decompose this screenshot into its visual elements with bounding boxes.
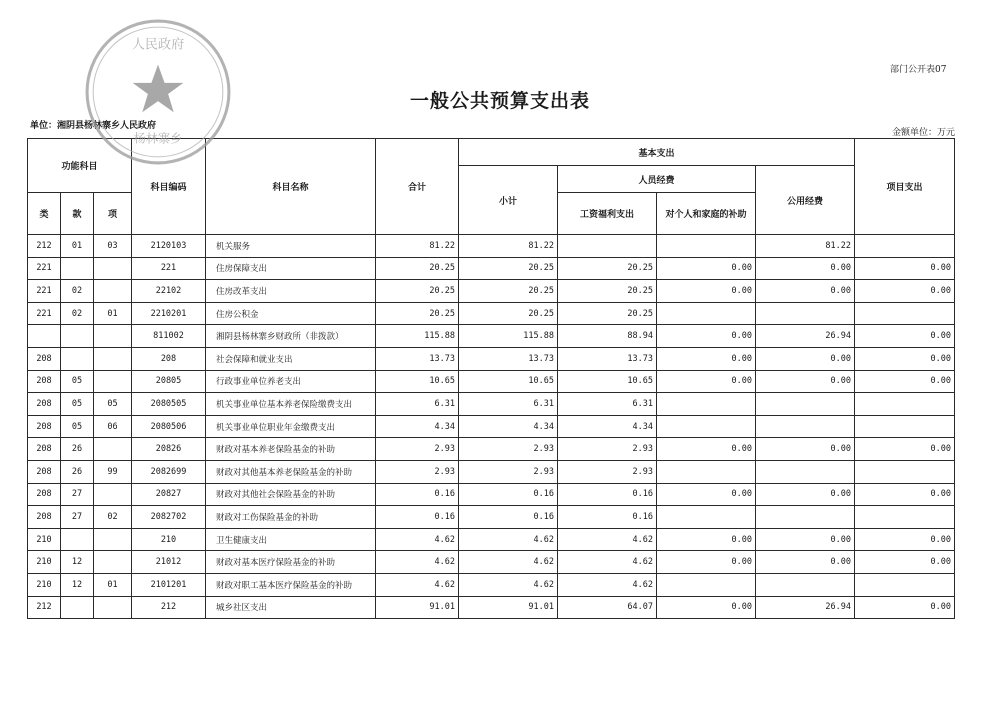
cell-total: 13.73 (376, 347, 459, 370)
cell-code: 2101201 (132, 573, 206, 596)
svg-text:杨林寨乡: 杨林寨乡 (133, 131, 183, 146)
cell-total: 4.62 (376, 573, 459, 596)
cell-lei: 221 (28, 302, 61, 325)
cell-subsidy (657, 506, 756, 529)
cell-code: 2082702 (132, 506, 206, 529)
cell-lei: 208 (28, 438, 61, 461)
cell-kuan: 05 (61, 415, 94, 438)
cell-xiang: 01 (94, 302, 132, 325)
cell-code: 2080505 (132, 393, 206, 416)
cell-name: 卫生健康支出 (206, 528, 376, 551)
cell-public: 0.00 (756, 551, 855, 574)
cell-total: 115.88 (376, 325, 459, 348)
cell-public: 0.00 (756, 347, 855, 370)
cell-kuan: 26 (61, 460, 94, 483)
cell-wages: 88.94 (558, 325, 657, 348)
unit-label: 单位：湘阴县杨林寨乡人民政府 (30, 121, 157, 131)
cell-total: 2.93 (376, 460, 459, 483)
cell-subtotal: 13.73 (459, 347, 558, 370)
cell-wages: 6.31 (558, 393, 657, 416)
cell-name: 城乡社区支出 (206, 596, 376, 619)
table-row (28, 551, 955, 574)
cell-wages: 2.93 (558, 438, 657, 461)
cell-code: 2120103 (132, 235, 206, 258)
cell-wages: 64.07 (558, 596, 657, 619)
cell-code: 208 (132, 347, 206, 370)
table-row (28, 460, 955, 483)
header-func-subject: 功能科目 (28, 139, 132, 193)
cell-subsidy: 0.00 (657, 483, 756, 506)
header-wages: 工资福利支出 (558, 193, 657, 235)
cell-wages: 20.25 (558, 280, 657, 303)
cell-total: 20.25 (376, 257, 459, 280)
cell-lei: 208 (28, 483, 61, 506)
table-row (28, 573, 955, 596)
cell-name: 湘阴县杨林寨乡财政所（非拨款） (206, 325, 376, 348)
table-row (28, 370, 955, 393)
cell-name: 机关事业单位基本养老保险缴费支出 (206, 393, 376, 416)
cell-wages: 4.34 (558, 415, 657, 438)
cell-lei (28, 325, 61, 348)
cell-subtotal: 91.01 (459, 596, 558, 619)
cell-project: 0.00 (855, 257, 955, 280)
cell-name: 住房保障支出 (206, 257, 376, 280)
cell-subtotal: 4.62 (459, 528, 558, 551)
cell-code: 221 (132, 257, 206, 280)
cell-project: 0.00 (855, 528, 955, 551)
cell-xiang: 05 (94, 393, 132, 416)
cell-public: 0.00 (756, 483, 855, 506)
cell-total: 4.34 (376, 415, 459, 438)
cell-code: 210 (132, 528, 206, 551)
cell-wages: 0.16 (558, 506, 657, 529)
header-project: 项目支出 (855, 139, 955, 235)
cell-wages: 2.93 (558, 460, 657, 483)
cell-subsidy: 0.00 (657, 325, 756, 348)
cell-subsidy: 0.00 (657, 596, 756, 619)
amount-unit: 金额单位：万元 (892, 128, 956, 138)
cell-kuan: 27 (61, 483, 94, 506)
cell-subtotal: 20.25 (459, 302, 558, 325)
cell-xiang (94, 551, 132, 574)
header-code: 科目编码 (132, 139, 206, 235)
table-row (28, 325, 955, 348)
cell-project (855, 460, 955, 483)
cell-kuan: 05 (61, 370, 94, 393)
cell-name: 财政对其他基本养老保险基金的补助 (206, 460, 376, 483)
cell-subtotal: 81.22 (459, 235, 558, 258)
cell-subtotal: 2.93 (459, 438, 558, 461)
cell-project: 0.00 (855, 596, 955, 619)
cell-xiang (94, 257, 132, 280)
cell-subtotal: 20.25 (459, 280, 558, 303)
cell-kuan (61, 325, 94, 348)
form-number: 部门公开表07 (890, 65, 947, 75)
cell-name: 财政对职工基本医疗保险基金的补助 (206, 573, 376, 596)
cell-name: 住房公积金 (206, 302, 376, 325)
cell-project: 0.00 (855, 347, 955, 370)
cell-subtotal: 2.93 (459, 460, 558, 483)
cell-xiang (94, 528, 132, 551)
cell-name: 财政对基本医疗保险基金的补助 (206, 551, 376, 574)
cell-wages: 0.16 (558, 483, 657, 506)
table-row (28, 393, 955, 416)
cell-lei: 208 (28, 460, 61, 483)
cell-xiang (94, 438, 132, 461)
cell-lei: 212 (28, 235, 61, 258)
cell-total: 20.25 (376, 280, 459, 303)
cell-name: 财政对其他社会保险基金的补助 (206, 483, 376, 506)
table-row (28, 347, 955, 370)
cell-project: 0.00 (855, 325, 955, 348)
cell-kuan: 01 (61, 235, 94, 258)
official-seal (82, 16, 234, 168)
cell-kuan: 26 (61, 438, 94, 461)
cell-code: 2210201 (132, 302, 206, 325)
table-row (28, 235, 955, 258)
cell-public (756, 506, 855, 529)
cell-public (756, 415, 855, 438)
cell-subsidy: 0.00 (657, 438, 756, 461)
header-public: 公用经费 (756, 166, 855, 235)
cell-subsidy: 0.00 (657, 551, 756, 574)
cell-xiang (94, 280, 132, 303)
cell-wages: 20.25 (558, 302, 657, 325)
cell-wages: 4.62 (558, 573, 657, 596)
header-kuan: 款 (61, 193, 94, 235)
cell-subtotal: 10.65 (459, 370, 558, 393)
cell-wages: 20.25 (558, 257, 657, 280)
cell-code: 21012 (132, 551, 206, 574)
table-row (28, 506, 955, 529)
header-name: 科目名称 (206, 139, 376, 235)
table-row (28, 302, 955, 325)
cell-xiang: 06 (94, 415, 132, 438)
cell-public: 0.00 (756, 370, 855, 393)
cell-kuan: 02 (61, 302, 94, 325)
cell-wages: 4.62 (558, 528, 657, 551)
cell-code: 22102 (132, 280, 206, 303)
cell-subtotal: 0.16 (459, 483, 558, 506)
cell-project: 0.00 (855, 483, 955, 506)
cell-project: 0.00 (855, 280, 955, 303)
cell-kuan (61, 596, 94, 619)
table-row (28, 483, 955, 506)
cell-lei: 208 (28, 393, 61, 416)
cell-total: 20.25 (376, 302, 459, 325)
cell-subtotal: 4.34 (459, 415, 558, 438)
cell-subtotal: 6.31 (459, 393, 558, 416)
cell-code: 2080506 (132, 415, 206, 438)
header-subsidy: 对个人和家庭的补助 (657, 193, 756, 235)
cell-code: 2082699 (132, 460, 206, 483)
cell-total: 0.16 (376, 506, 459, 529)
cell-public: 0.00 (756, 257, 855, 280)
cell-public: 0.00 (756, 438, 855, 461)
cell-kuan: 12 (61, 573, 94, 596)
header-subtotal: 小计 (459, 166, 558, 235)
table-row (28, 596, 955, 619)
cell-project: 0.00 (855, 370, 955, 393)
cell-lei: 210 (28, 551, 61, 574)
cell-public (756, 302, 855, 325)
cell-total: 10.65 (376, 370, 459, 393)
header-personnel: 人员经费 (558, 166, 756, 193)
cell-lei: 210 (28, 528, 61, 551)
cell-kuan (61, 347, 94, 370)
cell-code: 20826 (132, 438, 206, 461)
cell-lei: 208 (28, 347, 61, 370)
cell-subtotal: 4.62 (459, 551, 558, 574)
cell-public (756, 393, 855, 416)
cell-wages: 10.65 (558, 370, 657, 393)
cell-subtotal: 20.25 (459, 257, 558, 280)
cell-public: 81.22 (756, 235, 855, 258)
cell-code: 20805 (132, 370, 206, 393)
cell-subsidy (657, 415, 756, 438)
cell-total: 2.93 (376, 438, 459, 461)
cell-public: 0.00 (756, 280, 855, 303)
cell-subsidy (657, 235, 756, 258)
cell-name: 行政事业单位养老支出 (206, 370, 376, 393)
cell-code: 811002 (132, 325, 206, 348)
cell-total: 4.62 (376, 528, 459, 551)
cell-subsidy (657, 302, 756, 325)
header-xiang: 项 (94, 193, 132, 235)
cell-project (855, 235, 955, 258)
cell-total: 81.22 (376, 235, 459, 258)
cell-subsidy (657, 573, 756, 596)
cell-name: 财政对基本养老保险基金的补助 (206, 438, 376, 461)
budget-table (27, 138, 955, 619)
cell-total: 6.31 (376, 393, 459, 416)
cell-xiang: 99 (94, 460, 132, 483)
cell-project: 0.00 (855, 438, 955, 461)
cell-subtotal: 0.16 (459, 506, 558, 529)
cell-xiang (94, 347, 132, 370)
cell-xiang: 03 (94, 235, 132, 258)
cell-subsidy: 0.00 (657, 257, 756, 280)
cell-total: 4.62 (376, 551, 459, 574)
cell-subtotal: 4.62 (459, 573, 558, 596)
cell-project (855, 506, 955, 529)
table-row (28, 438, 955, 461)
cell-kuan: 02 (61, 280, 94, 303)
cell-project (855, 393, 955, 416)
cell-name: 住房改革支出 (206, 280, 376, 303)
cell-xiang (94, 596, 132, 619)
cell-lei: 221 (28, 257, 61, 280)
cell-wages: 13.73 (558, 347, 657, 370)
cell-xiang: 01 (94, 573, 132, 596)
cell-xiang (94, 325, 132, 348)
cell-subsidy (657, 460, 756, 483)
table-row (28, 257, 955, 280)
header-basic: 基本支出 (459, 139, 855, 166)
header-lei: 类 (28, 193, 61, 235)
cell-public: 26.94 (756, 325, 855, 348)
cell-subsidy: 0.00 (657, 280, 756, 303)
cell-lei: 210 (28, 573, 61, 596)
table-row (28, 280, 955, 303)
cell-kuan (61, 528, 94, 551)
cell-total: 0.16 (376, 483, 459, 506)
cell-wages: 4.62 (558, 551, 657, 574)
cell-lei: 221 (28, 280, 61, 303)
header-total: 合计 (376, 139, 459, 235)
cell-name: 机关服务 (206, 235, 376, 258)
cell-kuan: 12 (61, 551, 94, 574)
cell-kuan: 27 (61, 506, 94, 529)
cell-code: 212 (132, 596, 206, 619)
cell-lei: 208 (28, 506, 61, 529)
cell-xiang: 02 (94, 506, 132, 529)
cell-total: 91.01 (376, 596, 459, 619)
cell-public: 0.00 (756, 528, 855, 551)
cell-kuan: 05 (61, 393, 94, 416)
cell-subsidy: 0.00 (657, 528, 756, 551)
svg-text:人民政府: 人民政府 (131, 37, 185, 53)
cell-code: 20827 (132, 483, 206, 506)
cell-subtotal: 115.88 (459, 325, 558, 348)
table-row (28, 415, 955, 438)
cell-subsidy (657, 393, 756, 416)
cell-subsidy: 0.00 (657, 370, 756, 393)
cell-name: 机关事业单位职业年金缴费支出 (206, 415, 376, 438)
cell-public (756, 460, 855, 483)
cell-project (855, 573, 955, 596)
cell-lei: 212 (28, 596, 61, 619)
cell-xiang (94, 483, 132, 506)
cell-name: 财政对工伤保险基金的补助 (206, 506, 376, 529)
page-title: 一般公共预算支出表 (409, 90, 590, 112)
cell-project (855, 415, 955, 438)
cell-xiang (94, 370, 132, 393)
cell-project: 0.00 (855, 551, 955, 574)
table-row (28, 528, 955, 551)
cell-wages (558, 235, 657, 258)
cell-public: 26.94 (756, 596, 855, 619)
cell-name: 社会保障和就业支出 (206, 347, 376, 370)
cell-kuan (61, 257, 94, 280)
cell-public (756, 573, 855, 596)
cell-project (855, 302, 955, 325)
cell-subsidy: 0.00 (657, 347, 756, 370)
cell-lei: 208 (28, 370, 61, 393)
cell-lei: 208 (28, 415, 61, 438)
